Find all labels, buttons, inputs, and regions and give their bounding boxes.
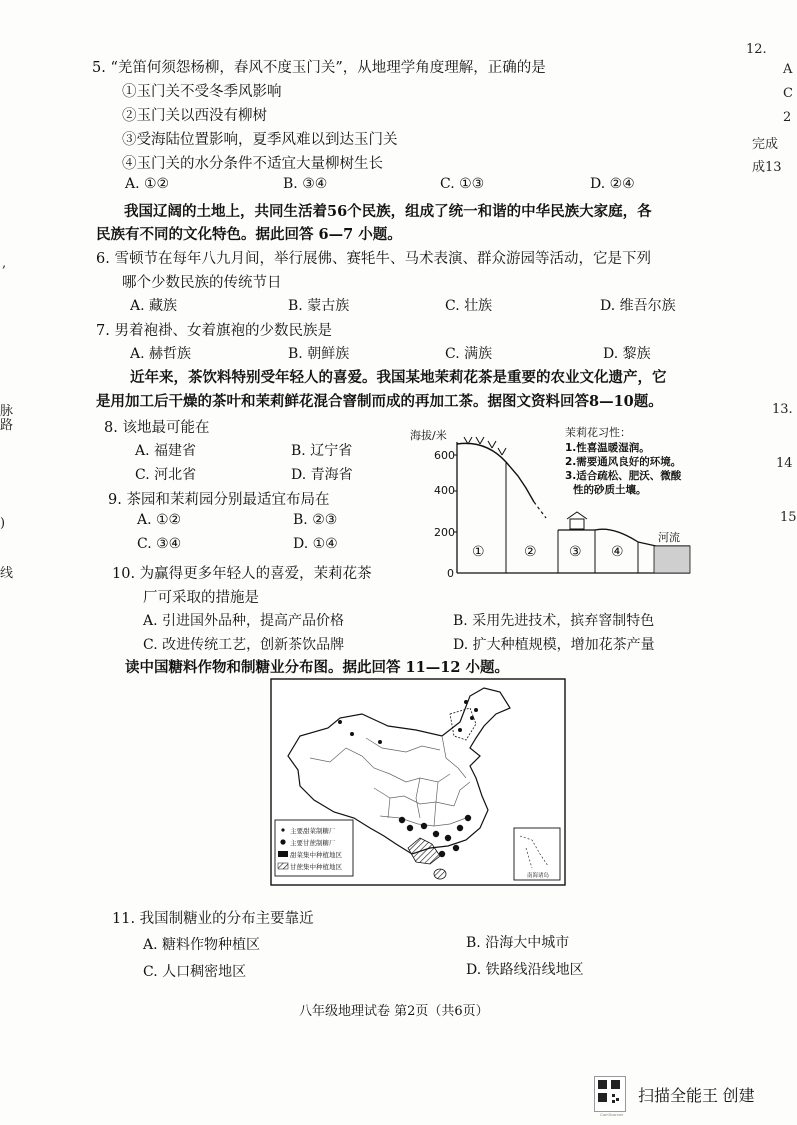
q5-stem: 5. “羌笛何须怨杨柳，春风不度玉门关”，从地理学角度理解，正确的是	[92, 60, 546, 76]
cane-factory-dot	[399, 817, 405, 823]
q5-option-a: A. ①②	[125, 176, 170, 192]
q7-option-c: C. 满族	[445, 346, 493, 362]
terrain-profile-figure	[408, 422, 698, 582]
edge-left-fragment: ,	[2, 256, 7, 271]
intro-6-7-line-1: 我国辽阔的土地上，共同生活着56个民族，组成了统一和谐的中华民族大家庭，各	[124, 203, 652, 220]
note-line-4: 性的砂质土壤。	[573, 484, 647, 496]
q10-option-d: D. 扩大种植规模，增加花茶产量	[453, 637, 655, 653]
q5-item-3: ③受海陆位置影响，夏季风难以到达玉门关	[122, 132, 398, 148]
profile-ytick-400: 400	[434, 484, 455, 497]
beet-factory-dot	[378, 740, 382, 744]
legend-beet-factory: 主要甜菜制糖厂	[290, 827, 336, 835]
legend-beet-area: 甜菜集中种植地区	[290, 851, 342, 859]
q8-option-a: A. 福建省	[135, 443, 197, 459]
q5-option-d: D. ②④	[590, 176, 635, 192]
china-sugar-map	[270, 678, 566, 886]
cane-factory-dot	[407, 825, 413, 831]
beet-factory-dot	[458, 728, 462, 732]
q9-option-b: B. ②③	[293, 512, 338, 528]
q11-option-a: A. 糖料作物种植区	[143, 937, 261, 953]
q6-option-b: B. 蒙古族	[288, 298, 350, 314]
beet-factory-dot	[338, 720, 342, 724]
river-area	[654, 546, 690, 573]
intro-11-12: 读中国糖料作物和制糖业分布图。据此回答 11—12 小题。	[125, 659, 509, 676]
q5-item-2: ②玉门关以西没有柳树	[122, 108, 267, 124]
q11-option-b: B. 沿海大中城市	[466, 935, 570, 951]
q5-option-c: C. ①③	[440, 176, 485, 192]
q6-stem-line-2: 哪个少数民族的传统节日	[122, 275, 282, 291]
edge-right-fragment: C	[783, 86, 793, 101]
q7-option-b: B. 朝鲜族	[288, 346, 350, 362]
edge-right-q12: 12.	[746, 42, 767, 57]
cane-factory-dot	[445, 835, 451, 841]
cane-factory-dot	[465, 815, 471, 821]
cane-factory-dot	[439, 851, 445, 857]
hainan-island	[434, 869, 446, 879]
beet-factory-dot	[350, 732, 354, 736]
beet-factory-dot	[470, 716, 474, 720]
intro-8-10-line-1: 近年来，茶饮料特别受年轻人的喜爱。我国某地茉莉花茶是重要的农业文化遗产，它	[130, 369, 667, 386]
q6-option-c: C. 壮族	[445, 298, 493, 314]
edge-right-fragment: 成13	[752, 160, 782, 175]
legend-cane-area: 甘蔗集中种植地区	[290, 863, 342, 871]
page-footer: 八年级地理试卷 第2页（共6页）	[299, 1004, 489, 1019]
cane-factory-dot	[453, 845, 459, 851]
q7-option-d: D. 黎族	[603, 346, 651, 362]
q8-stem: 8. 该地最可能在	[104, 420, 210, 436]
q5-item-4: ④玉门关的水分条件不适宜大量柳树生长	[122, 156, 383, 172]
q9-option-d: D. ①④	[293, 536, 338, 552]
profile-zone-4: ④	[611, 544, 624, 560]
q7-stem: 7. 男着袍褂、女着旗袍的少数民族是	[96, 323, 332, 339]
q11-option-c: C. 人口稠密地区	[143, 964, 247, 980]
profile-mountain-slope	[457, 443, 534, 502]
legend-cane-factory: 主要甘蔗制糖厂	[290, 839, 336, 847]
edge-right-fragment: 完成	[752, 137, 779, 152]
q8-option-b: B. 辽宁省	[291, 443, 353, 459]
q6-stem-line-1: 6. 雪顿节在每年八九月间，举行展佛、赛牦牛、马术表演、群众游园等活动，它是下列	[96, 251, 651, 267]
cane-factory-dot	[421, 823, 427, 829]
camscanner-watermark: 扫描全能王 创建	[638, 1088, 755, 1105]
q10-option-c: C. 改进传统工艺，创新茶饮品牌	[143, 637, 345, 653]
edge-right-fragment: 2	[783, 110, 792, 125]
q9-stem: 9. 茶园和茉莉园分别最适宜布局在	[108, 492, 330, 508]
q9-option-a: A. ①②	[137, 512, 182, 528]
edge-left-fragment: )	[0, 516, 6, 531]
inset-label: 南海诸岛	[527, 873, 550, 879]
house-icon	[570, 519, 584, 529]
q7-option-a: A. 赫哲族	[130, 346, 192, 362]
camscanner-logo-text: CamScanner	[600, 1112, 624, 1117]
note-line-3: 3.适合疏松、肥沃、微酸	[565, 470, 682, 482]
tree-icons	[464, 437, 506, 455]
profile-ytick-200: 200	[434, 526, 455, 539]
profile-zone-3: ③	[569, 544, 582, 560]
q6-option-d: D. 维吾尔族	[600, 298, 676, 314]
q10-stem-line-1: 10. 为赢得更多年轻人的喜爱，茉莉花茶	[112, 566, 372, 582]
q8-option-d: D. 青海省	[291, 467, 353, 483]
edge-left-fragment: 脉	[0, 404, 14, 419]
profile-ylabel: 海拔/米	[410, 429, 447, 442]
q10-option-a: A. 引进国外品种，提高产品价格	[143, 613, 345, 629]
edge-right-q15: 15	[780, 510, 797, 525]
note-line-2: 2.需要通风良好的环境。	[565, 456, 682, 468]
q11-stem: 11. 我国制糖业的分布主要靠近	[112, 911, 314, 927]
camscanner-qr-icon	[594, 1076, 626, 1112]
note-line-1: 1.性喜温暖湿润。	[565, 442, 650, 454]
cane-factory-dot	[457, 825, 463, 831]
edge-right-q14: 14	[776, 456, 793, 471]
q11-option-d: D. 铁路线沿线地区	[466, 962, 584, 978]
profile-river-label: 河流	[658, 531, 680, 544]
edge-right-fragment: A	[783, 62, 793, 77]
q8-option-c: C. 河北省	[135, 467, 197, 483]
q6-option-a: A. 藏族	[130, 298, 178, 314]
beet-factory-dot	[464, 700, 468, 704]
q10-option-b: B. 采用先进技术，摈弃窨制特色	[453, 613, 655, 629]
profile-ytick-0: 0	[447, 567, 454, 580]
q9-option-c: C. ③④	[137, 536, 182, 552]
edge-right-q13: 13.	[772, 402, 793, 417]
edge-left-fragment: 线	[0, 566, 14, 581]
beet-factory-dot	[474, 708, 478, 712]
profile-ytick-600: 600	[434, 449, 455, 462]
q10-stem-line-2: 厂可采取的措施是	[143, 590, 259, 606]
intro-8-10-line-2: 是用加工后干燥的茶叶和茉莉鲜花混合窨制而成的再加工茶。据图文资料回答8—10题。	[96, 393, 663, 410]
cane-factory-dot	[433, 831, 439, 837]
profile-zone-1: ①	[472, 544, 485, 560]
note-title: 茉莉花习性：	[565, 426, 631, 439]
profile-zone-2: ②	[524, 544, 537, 560]
intro-6-7-line-2: 民族有不同的文化特色。据此回答 6—7 小题。	[96, 226, 402, 243]
edge-left-fragment: 路	[0, 418, 14, 433]
q5-option-b: B. ③④	[283, 176, 328, 192]
q5-item-1: ①玉门关不受冬季风影响	[122, 84, 282, 100]
